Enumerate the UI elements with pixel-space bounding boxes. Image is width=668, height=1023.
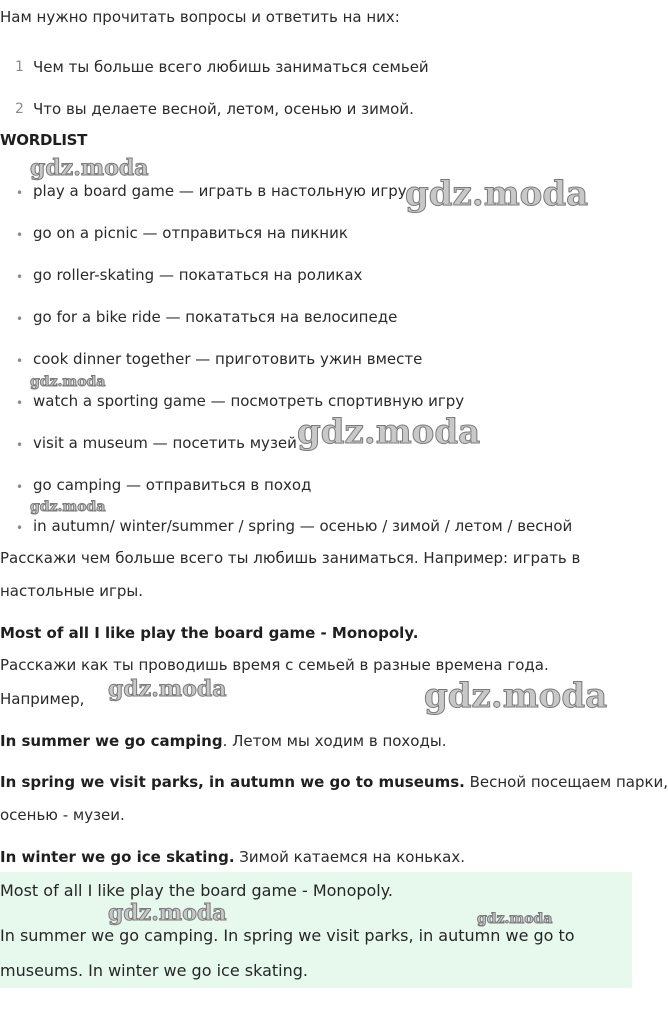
- list-bullet: •: [16, 521, 24, 535]
- answer-bold: Most of all I like play the board game - Monopoly.: [0, 624, 419, 642]
- task1-prompt-cont: настольные игры.: [0, 582, 143, 600]
- example-sentence-cont: осенью - музеи.: [0, 806, 125, 824]
- task1-answer: [0, 624, 418, 642]
- list-bullet: •: [16, 480, 24, 494]
- question-text: Чем ты больше всего любишь заниматься семьей: [33, 58, 429, 76]
- example-translation: . Летом мы ходим в походы.: [222, 732, 447, 750]
- question-number: 1: [15, 59, 24, 75]
- intro-text: Нам нужно прочитать вопросы и ответить на них:: [0, 8, 400, 26]
- list-item: go for a bike ride — покататься на велосипеде: [33, 308, 398, 326]
- watermark: gdz.moda: [30, 499, 106, 515]
- list-item: visit a museum — посетить музей: [33, 434, 297, 452]
- example-translation: Весной посещаем парки,: [464, 773, 668, 791]
- watermark: gdz.moda: [477, 911, 553, 927]
- list-bullet: •: [16, 228, 24, 242]
- example-sentence: [0, 732, 446, 750]
- list-bullet: •: [16, 354, 24, 368]
- answer-line: Most of all I like play the board game - Monopoly.: [0, 881, 394, 900]
- list-item: go roller-skating — покататься на роликах: [33, 266, 363, 284]
- list-item: cook dinner together — приготовить ужин вместе: [33, 350, 423, 368]
- list-bullet: •: [16, 396, 24, 410]
- watermark: gdz.moda: [108, 900, 227, 926]
- list-item: play a board game — играть в настольную игру: [33, 182, 407, 200]
- example-bold: In spring we visit parks, in autumn we go to museums.: [0, 773, 465, 791]
- list-item: go on a picnic — отправиться на пикник: [33, 224, 348, 242]
- watermark: gdz.moda: [424, 676, 608, 716]
- question-text: Что вы делаете весной, летом, осенью и зимой.: [33, 100, 414, 118]
- list-item: in autumn/ winter/summer / spring — осенью / зимой / летом / весной: [33, 517, 573, 535]
- answer-line: In summer we go camping. In spring we visit parks, in autumn we go to: [0, 926, 575, 945]
- list-item: watch a sporting game — посмотреть спортивную игру: [33, 392, 465, 410]
- list-bullet: •: [16, 186, 24, 200]
- list-bullet: •: [16, 438, 24, 452]
- wordlist-heading: WORDLIST: [0, 131, 88, 149]
- list-bullet: •: [16, 312, 24, 326]
- example-bold: In winter we go ice skating.: [0, 848, 235, 866]
- task1-prompt: Расскажи чем больше всего ты любишь заниматься. Например: играть в: [0, 549, 581, 567]
- watermark: gdz.moda: [30, 374, 106, 390]
- watermark: gdz.moda: [405, 174, 589, 214]
- example-sentence: [0, 773, 668, 791]
- answer-box: [0, 872, 632, 988]
- task2-prompt: Расскажи как ты проводишь время с семьей в разные времена года.: [0, 656, 549, 674]
- task2-prompt-cont: Например,: [0, 690, 85, 708]
- example-translation: Зимой катаемся на коньках.: [234, 848, 465, 866]
- watermark: gdz.moda: [30, 155, 149, 181]
- answer-line: museums. In winter we go ice skating.: [0, 961, 308, 980]
- list-bullet: •: [16, 270, 24, 284]
- list-item: go camping — отправиться в поход: [33, 476, 312, 494]
- watermark: gdz.moda: [297, 412, 481, 452]
- example-sentence: [0, 848, 465, 866]
- question-number: 2: [15, 101, 24, 117]
- example-bold: In summer we go camping: [0, 732, 223, 750]
- watermark: gdz.moda: [108, 676, 227, 702]
